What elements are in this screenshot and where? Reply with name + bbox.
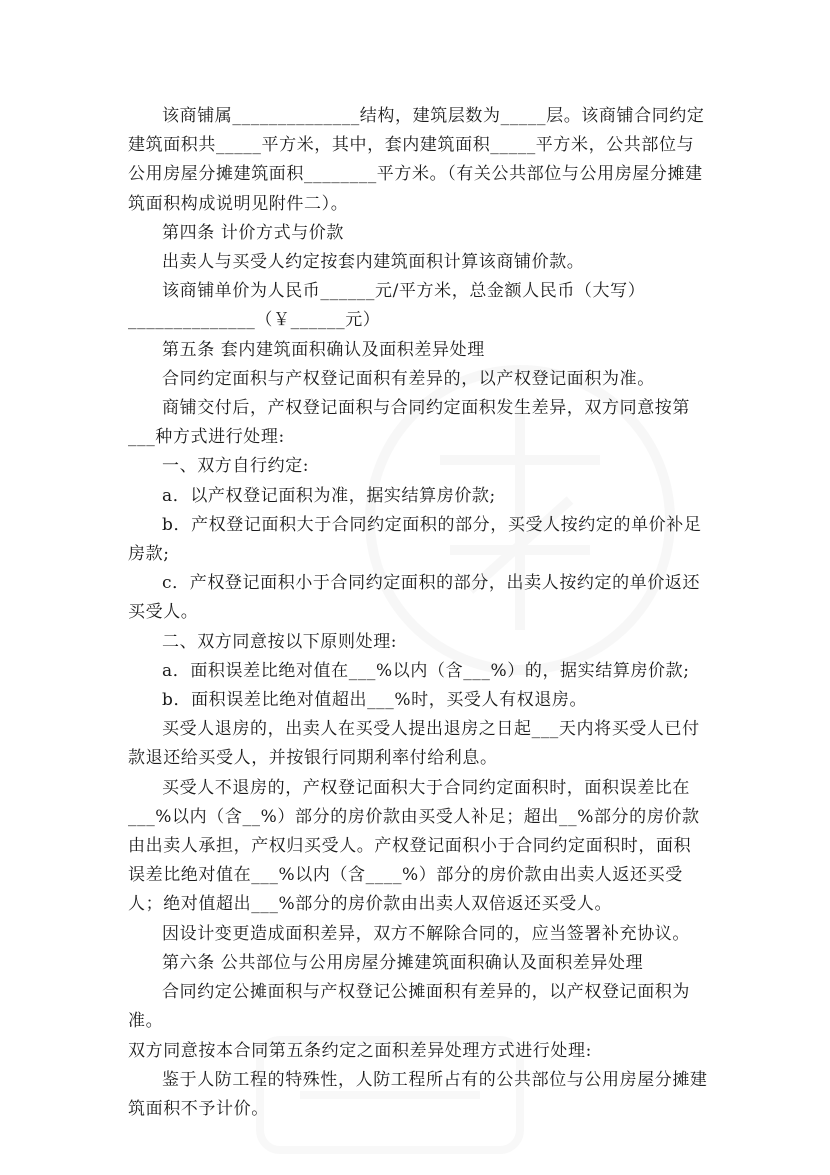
- option-1-item-a: a．以产权登记面积为准，据实结算房价款;: [162, 485, 496, 506]
- option-2-heading: 二、双方同意按以下原则处理:: [162, 631, 398, 652]
- paragraph-store-structure: 该商铺属______________结构，建筑层数为_____层。该商铺合同约定建筑面积共_____平方米，其中，套内建筑面积_____平方米，公共部位与公用房屋分摊建筑面积________平方米。（有关公共部位与公用房屋分摊建筑面积构成说明见附件二）。: [128, 106, 705, 214]
- document-body: [128, 102, 708, 1124]
- paragraph-price-basis: 出卖人与买受人约定按套内建筑面积计算该商铺价款。: [162, 252, 585, 273]
- paragraph-design-change: 因设计变更造成面积差异，双方不解除合同的，应当签署补充协议。: [162, 923, 690, 944]
- option-2-item-b: b．面积误差比绝对值超出___%时，买受人有权退房。: [162, 690, 588, 711]
- option-1-item-c: c．产权登记面积小于合同约定面积的部分，出卖人按约定的单价返还买受人。: [128, 573, 701, 623]
- paragraph-civil-defense: 鉴于人防工程的特殊性，人防工程所占有的公共部位与公用房屋分摊建筑面积不予计价。: [128, 1069, 708, 1119]
- article-6-heading: 第六条 公共部位与公用房屋分摊建筑面积确认及面积差异处理: [162, 952, 644, 973]
- option-1-heading: 一、双方自行约定:: [162, 456, 310, 477]
- paragraph-handling-method: 商铺交付后，产权登记面积与合同约定面积发生差异，双方同意按第___种方式进行处理:: [128, 398, 690, 448]
- paragraph-no-refund: 买受人不退房的，产权登记面积大于合同约定面积时，面积误差比在___%以内（含__%）部分的房价款由买受人补足；超出__%部分的房价款由出卖人承担，产权归买受人。产权登记面积小于合同约定面积时，面积误差比绝对值在___%以内（含____%）部分的房价款由出卖人返还买受人；绝对值超出___%部分的房价款由出卖人双倍返还买受人。: [128, 777, 700, 915]
- paragraph-refund: 买受人退房的，出卖人在买受人提出退房之日起___天内将买受人已付款退还给买受人，并按银行同期利率付给利息。: [128, 719, 700, 769]
- paragraph-unit-price: 该商铺单价为人民币______元/平方米，总金额人民币（大写）______________（￥______元）: [128, 281, 646, 331]
- paragraph-shared-area-method: 双方同意按本合同第五条约定之面积差异处理方式进行处理:: [128, 1040, 592, 1061]
- article-4-heading: 第四条 计价方式与价款: [162, 222, 345, 243]
- option-1-item-b: b．产权登记面积大于合同约定面积的部分，买受人按约定的单价补足房款;: [128, 514, 702, 565]
- paragraph-shared-area: 合同约定公摊面积与产权登记公摊面积有差异的，以产权登记面积为准。: [128, 982, 690, 1032]
- article-5-heading: 第五条 套内建筑面积确认及面积差异处理: [162, 339, 485, 360]
- option-2-item-a: a．面积误差比绝对值在___%以内（含___%）的，据实结算房价款;: [162, 660, 690, 681]
- paragraph-area-discrepancy: 合同约定面积与产权登记面积有差异的，以产权登记面积为准。: [162, 368, 655, 389]
